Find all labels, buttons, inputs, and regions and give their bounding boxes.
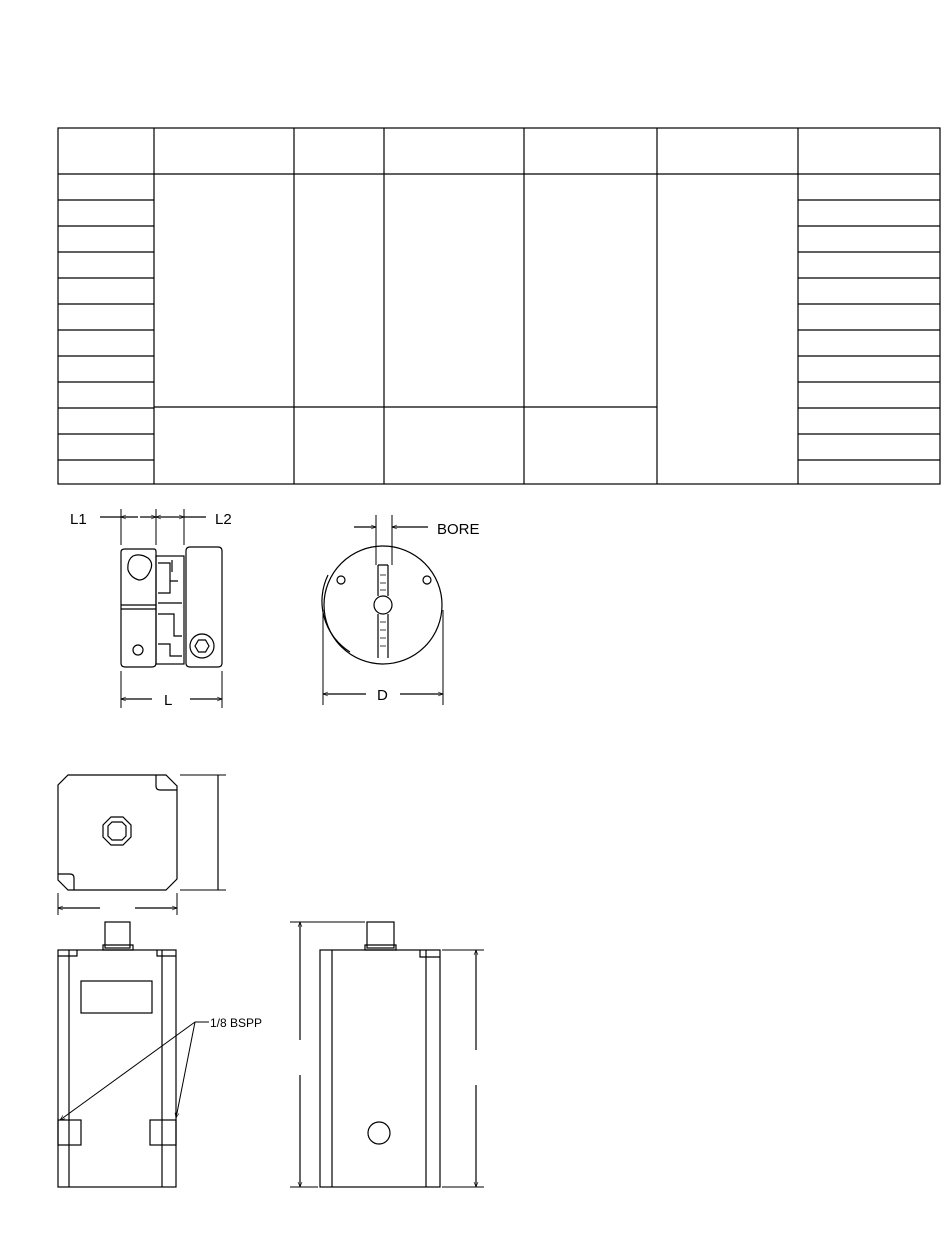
side-port bbox=[368, 1122, 390, 1144]
label-d: D bbox=[377, 687, 388, 704]
upper-slot-ticks bbox=[380, 575, 386, 590]
block-front-view bbox=[58, 922, 209, 1187]
label-l2: L2 bbox=[215, 511, 232, 528]
side-fitting bbox=[367, 922, 394, 948]
extension-lines bbox=[58, 775, 226, 915]
coupling-side-view bbox=[100, 509, 222, 708]
mount-hole-right bbox=[423, 576, 431, 584]
table-row-lines-left bbox=[58, 200, 154, 460]
label-bspp: 1/8 BSPP bbox=[210, 1016, 263, 1030]
extension-lines bbox=[323, 515, 443, 705]
port-right bbox=[150, 1120, 176, 1145]
cap-screw-outer bbox=[190, 634, 214, 658]
coupling-end-view bbox=[322, 515, 443, 705]
label-bore: BORE bbox=[437, 521, 480, 538]
mount-hole-left bbox=[337, 576, 345, 584]
table-border bbox=[58, 128, 940, 484]
cap-screw-hex bbox=[195, 640, 209, 652]
label-l: L bbox=[164, 692, 173, 709]
bore-circle bbox=[374, 596, 392, 614]
port-octagon-outer bbox=[103, 817, 131, 845]
port-octagon-inner bbox=[108, 822, 126, 840]
left-hub bbox=[121, 549, 156, 667]
front-inner-lines bbox=[69, 950, 162, 1187]
nameplate bbox=[81, 981, 152, 1013]
block-top-view bbox=[58, 775, 226, 915]
lower-slot bbox=[378, 614, 388, 658]
label-l1: L1 bbox=[70, 511, 87, 528]
spec-table bbox=[58, 128, 940, 484]
small-hole bbox=[133, 645, 143, 655]
hub-inner-edge bbox=[322, 575, 350, 652]
block-side-view bbox=[290, 922, 484, 1187]
front-fitting bbox=[105, 922, 130, 948]
screw-access-hole bbox=[128, 555, 152, 580]
side-top-tab bbox=[420, 950, 440, 957]
bspp-leader-a bbox=[60, 1022, 195, 1120]
side-inner-lines bbox=[332, 950, 426, 1187]
upper-slot bbox=[378, 565, 388, 596]
right-hub bbox=[186, 547, 222, 667]
front-body bbox=[58, 950, 176, 1187]
bspp-leader-b bbox=[176, 1022, 195, 1118]
table-row-lines-right bbox=[798, 200, 940, 460]
front-top-tabs bbox=[58, 950, 176, 956]
lower-slot-ticks bbox=[380, 622, 386, 646]
side-body bbox=[320, 950, 440, 1187]
extension-lines bbox=[290, 922, 484, 1187]
spider-jaws bbox=[158, 560, 182, 656]
block-top-outline bbox=[58, 775, 177, 890]
